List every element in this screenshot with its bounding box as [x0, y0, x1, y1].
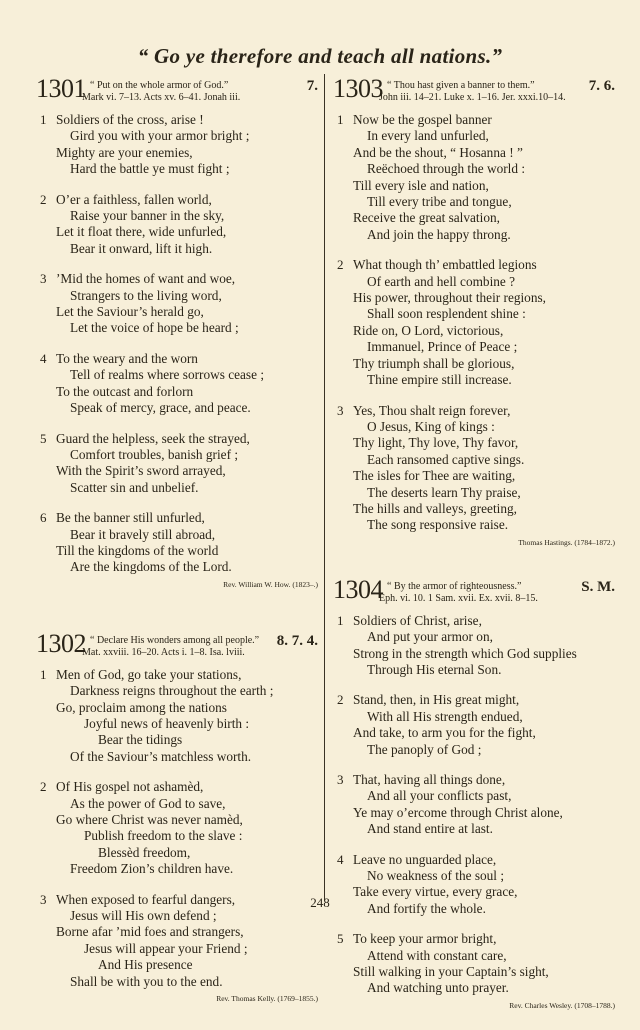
hymn-1302 [36, 628, 318, 1004]
stanza-number: 5 [337, 931, 344, 947]
stanza-number: 4 [337, 851, 344, 867]
verse-line: Go, proclaim among the nations [56, 699, 227, 715]
verse-line: Shall be with you to the end. [70, 973, 223, 989]
verse-line: Let it float there, wide unfurled, [56, 224, 227, 240]
stanza [36, 667, 318, 765]
hymn-number: 1302 [36, 628, 86, 658]
verse-line: Publish freedom to the slave : [84, 828, 243, 844]
stanza-number: 6 [40, 510, 47, 526]
verse-line: Be the banner still unfurled, [56, 510, 205, 526]
verse-line: And His presence [98, 957, 193, 973]
verse-line: Bear it onward, lift it high. [70, 240, 213, 256]
verse-line: Let the Saviour’s herald go, [56, 304, 204, 320]
verse-line: Borne afar ’mid foes and strangers, [56, 924, 244, 940]
scripture-references: Mark vi. 7–13. Acts xv. 6–41. Jonah iii. [82, 92, 241, 103]
page-title: “ Go ye therefore and teach all nations.” [137, 44, 503, 68]
hymn-reference [379, 80, 566, 104]
verse-line: O Jesus, King of kings : [367, 418, 495, 434]
scripture-references: John iii. 14–21. Luke x. 1–16. Jer. xxxi.10–14. [379, 92, 566, 103]
left-column [36, 74, 318, 1023]
verse-line: Reëchoed through the world : [367, 161, 526, 177]
verse-line: In every land unfurled, [367, 128, 489, 144]
stanza [36, 192, 318, 258]
verse-line: The panoply of God ; [367, 741, 482, 757]
verse-line: And join the happy throng. [367, 226, 511, 242]
verse-line: When exposed to fearful dangers, [56, 891, 236, 907]
stanza [333, 403, 615, 534]
stanza-number: 3 [337, 772, 344, 787]
stanza-number: 2 [40, 779, 47, 795]
hymn-epigraph: “ Put on the whole armor of God.” [90, 80, 229, 91]
stanza [36, 779, 318, 877]
hymn-number: 1301 [36, 74, 86, 103]
hymn-1304 [333, 574, 615, 1010]
verse-line: As the power of God to save, [70, 795, 226, 811]
verse-line: Now be the gospel banner [353, 112, 492, 127]
stanza [36, 510, 318, 576]
verse-line: What though th’ embattled legions [353, 257, 537, 273]
verse-line: ’Mid the homes of want and woe, [56, 271, 236, 287]
verse-line: With all His strength endued, [367, 708, 523, 724]
verse-line: Tell of realms where sorrows cease ; [70, 367, 265, 383]
stanza [36, 431, 318, 497]
verse-line: The isles for Thee are waiting, [353, 468, 516, 484]
stanza [333, 692, 615, 758]
hymn-number: 1303 [333, 74, 383, 103]
stanza-number: 1 [40, 666, 47, 682]
stanza [333, 931, 615, 997]
verse-line: Shall soon resplendent shine : [367, 306, 526, 322]
stanza-number: 5 [40, 430, 47, 446]
stanza-number: 2 [337, 692, 344, 708]
verse-line: Of His gospel not ashamèd, [56, 779, 204, 795]
stanza [36, 271, 318, 337]
verse-line: Thy light, Thy love, Thy favor, [353, 435, 519, 451]
verse-line: Mighty are your enemies, [56, 144, 193, 160]
verse-line: Till every isle and nation, [353, 177, 489, 193]
stanza [333, 772, 615, 838]
verse-line: No weakness of the soul ; [367, 868, 505, 884]
verse-line: Leave no unguarded place, [353, 851, 497, 867]
verse-line: Ride on, O Lord, victorious, [353, 322, 504, 338]
stanza [333, 257, 615, 388]
verse-line: Attend with constant care, [367, 947, 507, 963]
stanza [333, 613, 615, 679]
hymn-author: Rev. William W. How. (1823–.) [223, 579, 318, 589]
verse-line: O’er a faithless, fallen world, [56, 191, 212, 207]
verse-line: Gird you with your armor bright ; [70, 128, 250, 144]
verse-line: Let the voice of hope be heard ; [70, 320, 239, 336]
verse-line: Yes, Thou shalt reign forever, [353, 402, 511, 418]
verse-line: Through His eternal Son. [367, 661, 502, 677]
hymn-1301 [36, 74, 318, 589]
column-divider [324, 74, 325, 900]
stanza-number: 1 [337, 112, 344, 127]
verse-line: Blessèd freedom, [98, 844, 191, 860]
hymn-epigraph: “ Declare His wonders among all people.” [90, 634, 260, 646]
verse-line: Receive the great salvation, [353, 210, 500, 226]
hymn-number: 1304 [333, 574, 383, 604]
verse-line: Thine empire still increase. [367, 372, 512, 388]
verse-line: Go where Christ was never namèd, [56, 812, 243, 827]
hymn-meter: 7. 6. [588, 78, 615, 94]
verse-line: Raise your banner in the sky, [70, 208, 225, 224]
hymn-epigraph: “ By the armor of righteousness.” [387, 580, 522, 592]
verse-line: And watching unto prayer. [367, 980, 509, 996]
scripture-references: Mat. xxviii. 16–20. Acts i. 1–8. Isa. lviii. [82, 646, 245, 658]
verse-line: Strangers to the living word, [70, 287, 222, 303]
verse-line: Strong in the strength which God supplies [353, 645, 577, 661]
hymn-header [36, 74, 318, 112]
verse-line: Are the kingdoms of the Lord. [70, 559, 232, 575]
stanza-number: 1 [337, 612, 344, 628]
verse-line: And fortify the whole. [367, 900, 486, 916]
verse-line: Comfort troubles, banish grief ; [70, 446, 239, 462]
verse-line: Darkness reigns throughout the earth ; [70, 683, 274, 699]
verse-line: Joyful news of heavenly birth : [84, 715, 250, 731]
verse-line: Jesus will appear your Friend ; [84, 940, 248, 956]
verse-line: Till the kingdoms of the world [56, 542, 219, 558]
verse-line: Men of God, go take your stations, [56, 666, 242, 682]
hymn-reference [82, 80, 240, 104]
verse-line: Each ransomed captive sings. [367, 451, 525, 467]
verse-line: Bear it bravely still abroad, [70, 526, 216, 542]
verse-line: With the Spirit’s sword arrayed, [56, 463, 226, 479]
verse-line: Soldiers of the cross, arise ! [56, 112, 204, 127]
hymn-reference [379, 581, 538, 605]
stanza-number: 3 [337, 402, 344, 418]
stanza-number: 1 [40, 112, 47, 127]
verse-line: To keep your armor bright, [353, 931, 497, 947]
verse-line: And be the shout, “ Hosanna ! ” [353, 144, 523, 160]
verse-line: To the weary and the worn [56, 350, 198, 366]
right-column [333, 74, 615, 1030]
verse-line: Immanuel, Prince of Peace ; [367, 339, 518, 355]
verse-line: Thy triumph shall be glorious, [353, 355, 515, 371]
verse-line: Hard the battle ye must fight ; [70, 161, 230, 177]
verse-line: Scatter sin and unbelief. [70, 479, 199, 495]
hymn-meter: 7. [306, 78, 318, 94]
hymn-author: Rev. Thomas Kelly. (1769–1855.) [216, 994, 318, 1004]
verse-line: And all your conflicts past, [367, 788, 512, 804]
verse-line: Ye may o’ercome through Christ alone, [353, 804, 563, 820]
verse-line: Jesus will His own defend ; [70, 908, 217, 924]
hymn-meter: 8. 7. 4. [276, 632, 318, 649]
verse-line: And take, to arm you for the fight, [353, 725, 536, 741]
verse-line: Freedom Zion’s children have. [70, 861, 234, 877]
stanza [36, 351, 318, 417]
stanza-number: 2 [40, 191, 47, 207]
stanza [333, 112, 615, 243]
verse-line: The hills and valleys, greeting, [353, 500, 517, 516]
verse-line: Of earth and hell combine ? [367, 273, 516, 289]
hymn-header [333, 574, 615, 613]
verse-line: His power, throughout their regions, [353, 290, 546, 306]
verse-line: The deserts learn Thy praise, [367, 484, 521, 500]
hymn-author: Thomas Hastings. (1784–1872.) [518, 537, 615, 547]
hymn-author: Rev. Charles Wesley. (1708–1788.) [509, 1000, 615, 1010]
verse-line: That, having all things done, [353, 772, 506, 787]
hymn-header [333, 74, 615, 112]
verse-line: Speak of mercy, grace, and peace. [70, 400, 251, 416]
stanza-number: 4 [40, 350, 47, 366]
verse-line: To the outcast and forlorn [56, 383, 194, 399]
stanza [36, 112, 318, 178]
verse-line: And stand entire at last. [367, 821, 493, 837]
verse-line: Till every tribe and tongue, [367, 194, 512, 210]
verse-line: The song responsive raise. [367, 517, 509, 533]
hymn-epigraph: “ Thou hast given a banner to them.” [387, 80, 535, 91]
stanza-number: 3 [40, 271, 47, 287]
verse-line: Bear the tidings [98, 732, 183, 748]
verse-line: Soldiers of Christ, arise, [353, 612, 482, 628]
verse-line: Take every virtue, every grace, [353, 884, 518, 900]
page-number: 248 [310, 895, 330, 910]
verse-line: Guard the helpless, seek the strayed, [56, 430, 250, 446]
verse-line: Stand, then, in His great might, [353, 692, 520, 708]
verse-line: Still walking in your Captain’s sight, [353, 964, 549, 980]
hymn-1303 [333, 74, 615, 547]
scripture-references: Eph. vi. 10. 1 Sam. xvii. Ex. xvii. 8–15. [379, 592, 538, 604]
stanza-number: 2 [337, 257, 344, 273]
verse-line: And put your armor on, [367, 629, 493, 645]
hymn-header [36, 628, 318, 667]
hymn-meter: S. M. [581, 578, 615, 595]
stanza-number: 3 [40, 891, 47, 907]
verse-line: Of the Saviour’s matchless worth. [70, 748, 252, 764]
hymn-reference [82, 635, 259, 659]
